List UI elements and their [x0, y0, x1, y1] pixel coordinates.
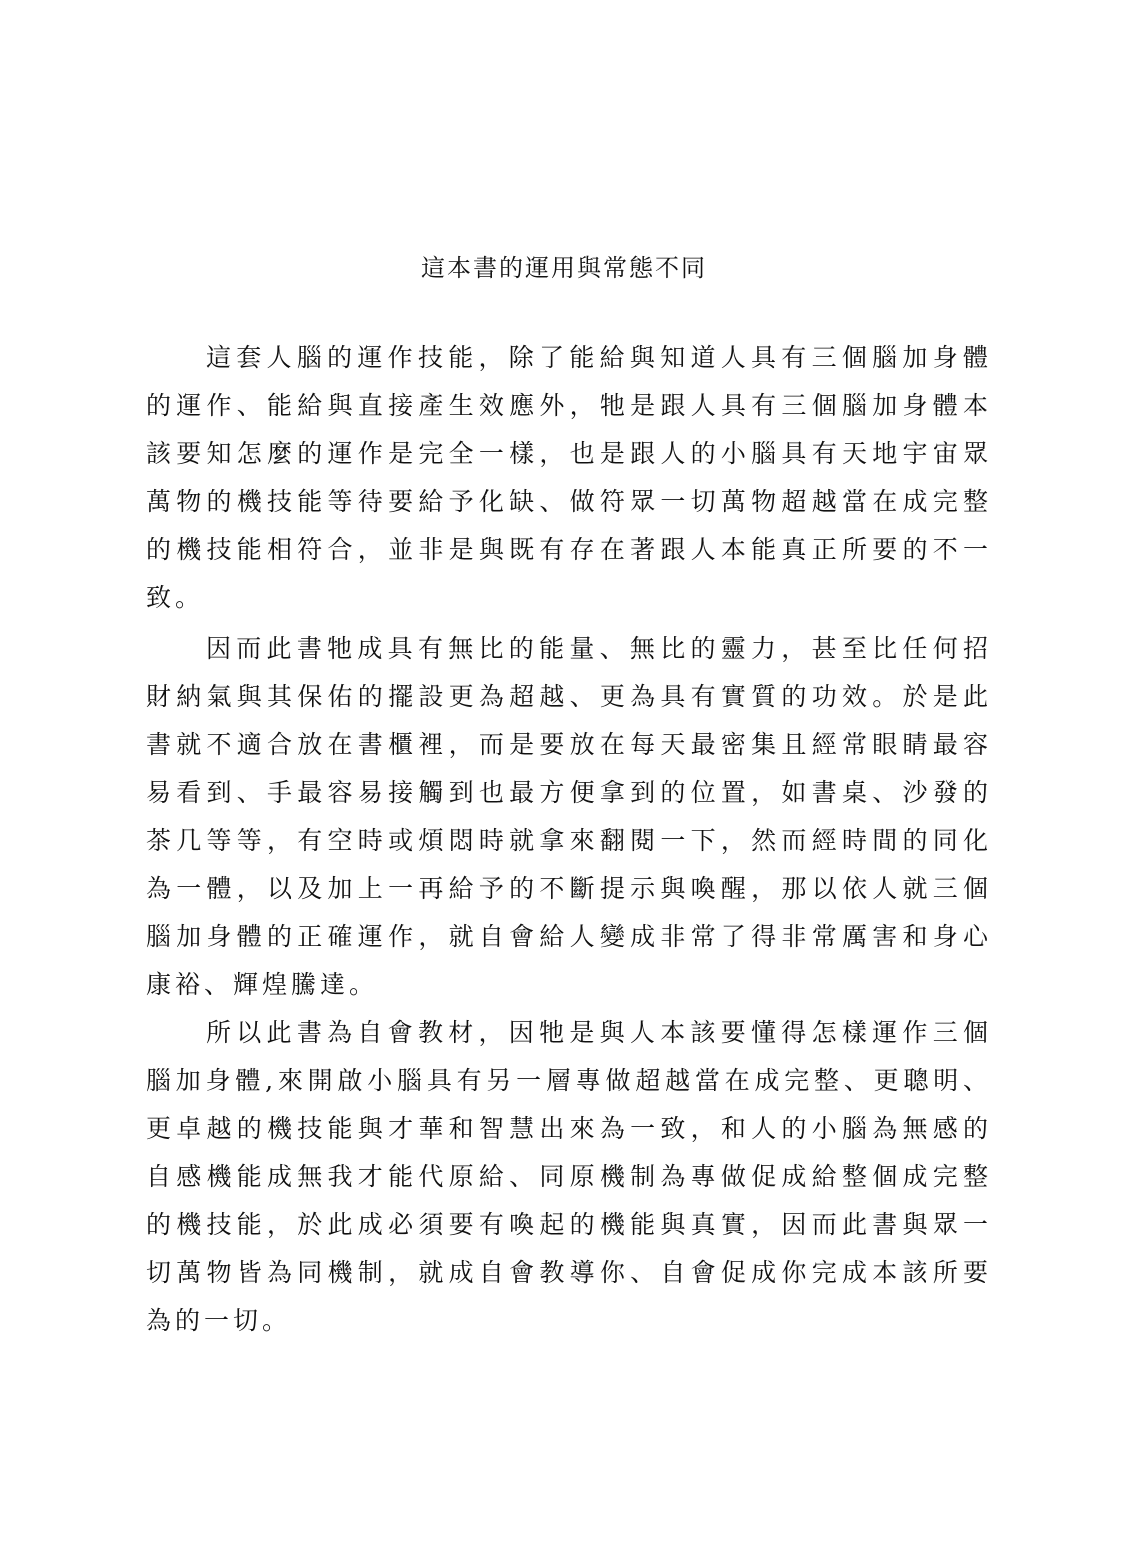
text-line: 為一體，以及加上一再給予的不斷提示與喚醒，那以依人就三個 [146, 874, 988, 903]
text-line: 的機技能相符合，並非是與既有存在著跟人本能真正所要的不一 [146, 535, 988, 564]
text-line: 腦加身體,來開啟小腦具有另一層專做超越當在成完整、更聰明、 [146, 1066, 988, 1095]
text-line: 腦加身體的正確運作，就自會給人變成非常了得非常厲害和身心 [146, 922, 988, 951]
text-line: 財納氣與其保佑的擺設更為超越、更為具有實質的功效。於是此 [146, 682, 988, 711]
paragraph-3 [146, 1009, 988, 1345]
page-title: 這本書的運用與常態不同 [421, 254, 707, 282]
text-line: 易看到、手最容易接觸到也最方便拿到的位置，如書桌、沙發的 [146, 778, 988, 807]
text-line: 萬物的機技能等待要給予化缺、做符眾一切萬物超越當在成完整 [146, 487, 988, 516]
text-line: 自感機能成無我才能代原給、同原機制為專做促成給整個成完整 [146, 1162, 988, 1191]
text-line: 的運作、能給與直接產生效應外，牠是跟人具有三個腦加身體本 [146, 391, 988, 420]
text-line: 所以此書為自會教材，因牠是與人本該要懂得怎樣運作三個 [206, 1018, 988, 1047]
text-line: 更卓越的機技能與才華和智慧出來為一致，和人的小腦為無感的 [146, 1114, 988, 1143]
text-line: 為的一切。 [146, 1306, 292, 1335]
text-line: 康裕、輝煌騰達。 [146, 970, 379, 999]
text-line: 這套人腦的運作技能，除了能給與知道人具有三個腦加身體 [206, 343, 988, 372]
text-line: 書就不適合放在書櫃裡，而是要放在每天最密集且經常眼睛最容 [146, 730, 988, 759]
text-line: 致。 [146, 583, 205, 612]
paragraph-1 [146, 334, 988, 622]
text-line: 切萬物皆為同機制，就成自會教導你、自會促成你完成本該所要 [146, 1258, 988, 1287]
paragraph-2 [146, 625, 988, 1009]
text-line: 茶几等等，有空時或煩悶時就拿來翻閱一下，然而經時間的同化 [146, 826, 988, 855]
text-line: 該要知怎麼的運作是完全一樣，也是跟人的小腦具有天地宇宙眾 [146, 439, 988, 468]
text-line: 的機技能，於此成必須要有喚起的機能與真實，因而此書與眾一 [146, 1210, 988, 1239]
text-line: 因而此書牠成具有無比的能量、無比的靈力，甚至比任何招 [206, 634, 988, 663]
